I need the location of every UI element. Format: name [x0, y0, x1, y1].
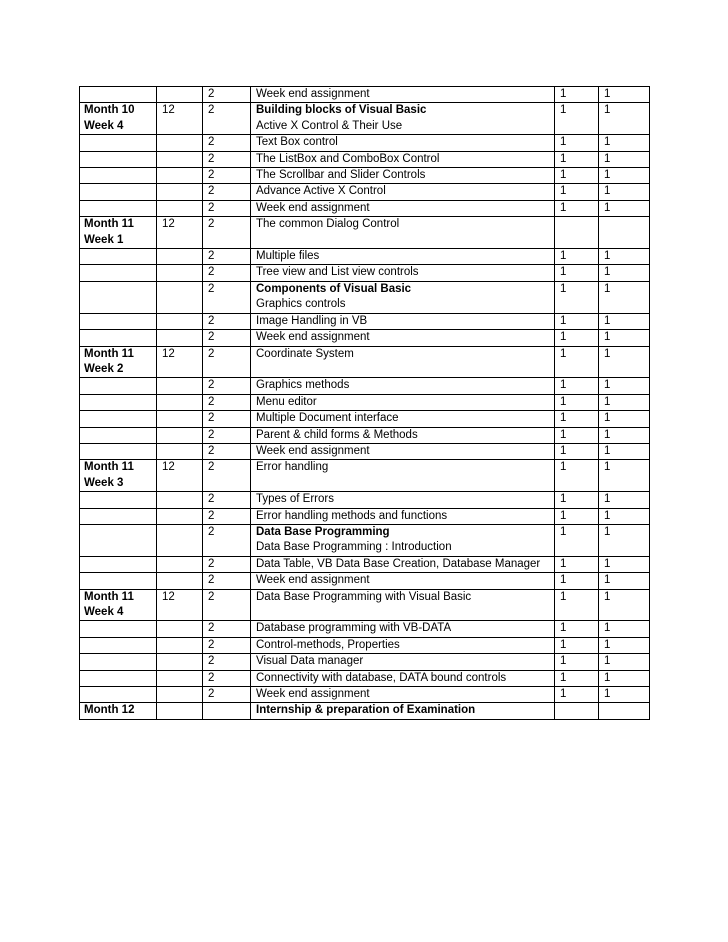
weekly-hours-cell: 12 — [157, 346, 203, 378]
topic-hours-cell: 2 — [203, 573, 251, 589]
weekly-hours-cell — [157, 378, 203, 394]
topic-hours-cell: 2 — [203, 87, 251, 103]
weekly-hours-cell: 12 — [157, 217, 203, 249]
topic-hours-cell: 2 — [203, 621, 251, 637]
topic-hours-cell: 2 — [203, 151, 251, 167]
topic-cell — [251, 411, 555, 427]
weekly-hours-cell — [157, 687, 203, 703]
topic-cell — [251, 573, 555, 589]
topic-cell — [251, 87, 555, 103]
theory-cell: 1 — [555, 184, 599, 200]
weekly-hours-cell: 12 — [157, 589, 203, 621]
theory-cell: 1 — [555, 265, 599, 281]
theory-cell: 1 — [555, 168, 599, 184]
weekly-hours-cell — [157, 573, 203, 589]
topic-cell — [251, 184, 555, 200]
topic-hours-cell: 2 — [203, 378, 251, 394]
practical-cell: 1 — [599, 492, 650, 508]
table-row — [80, 330, 650, 346]
theory-cell: 1 — [555, 394, 599, 410]
topic-cell — [251, 394, 555, 410]
table-row — [80, 637, 650, 653]
weekly-hours-cell — [157, 184, 203, 200]
weekly-hours-cell — [157, 135, 203, 151]
period-cell — [80, 524, 157, 556]
period-cell — [80, 573, 157, 589]
topic-cell — [251, 687, 555, 703]
topic-heading: Data Base Programming — [256, 525, 390, 538]
topic-hours-cell: 2 — [203, 460, 251, 492]
weekly-hours-cell — [157, 670, 203, 686]
period-cell — [80, 556, 157, 572]
topic-hours-cell: 2 — [203, 330, 251, 346]
topic-text: Visual Data manager — [256, 655, 364, 668]
topic-text: Image Handling in VB — [256, 314, 368, 327]
topic-text: Week end assignment — [256, 331, 370, 344]
theory-cell: 1 — [555, 443, 599, 459]
table-row — [80, 703, 650, 719]
practical-cell — [599, 703, 650, 719]
theory-cell: 1 — [555, 378, 599, 394]
practical-cell: 1 — [599, 184, 650, 200]
topic-cell — [251, 427, 555, 443]
topic-cell — [251, 492, 555, 508]
topic-cell — [251, 168, 555, 184]
topic-hours-cell: 2 — [203, 589, 251, 621]
practical-cell: 1 — [599, 524, 650, 556]
theory-cell: 1 — [555, 621, 599, 637]
table-row — [80, 556, 650, 572]
theory-cell: 1 — [555, 411, 599, 427]
theory-cell: 1 — [555, 670, 599, 686]
topic-cell — [251, 524, 555, 556]
theory-cell: 1 — [555, 313, 599, 329]
theory-cell: 1 — [555, 200, 599, 216]
period-cell — [80, 281, 157, 313]
theory-cell: 1 — [555, 573, 599, 589]
topic-cell — [251, 443, 555, 459]
topic-cell — [251, 654, 555, 670]
topic-hours-cell: 2 — [203, 200, 251, 216]
topic-text: Error handling methods and functions — [256, 509, 448, 522]
table-row — [80, 281, 650, 313]
topic-text: Control-methods, Properties — [256, 638, 400, 651]
theory-cell — [555, 217, 599, 249]
topic-cell — [251, 589, 555, 621]
table-row — [80, 687, 650, 703]
table-row — [80, 184, 650, 200]
topic-hours-cell: 2 — [203, 443, 251, 459]
topic-text: Types of Errors — [256, 493, 334, 506]
weekly-hours-cell — [157, 556, 203, 572]
weekly-hours-cell: 12 — [157, 460, 203, 492]
topic-hours-cell: 2 — [203, 670, 251, 686]
week-label: Week 4 — [84, 119, 124, 132]
topic-cell — [251, 330, 555, 346]
period-cell — [80, 460, 157, 492]
topic-hours-cell: 2 — [203, 556, 251, 572]
practical-cell: 1 — [599, 654, 650, 670]
practical-cell: 1 — [599, 573, 650, 589]
table-row — [80, 670, 650, 686]
topic-text: The common Dialog Control — [256, 218, 400, 231]
topic-cell — [251, 670, 555, 686]
table-row — [80, 654, 650, 670]
table-row — [80, 508, 650, 524]
topic-cell — [251, 556, 555, 572]
topic-text: The ListBox and ComboBox Control — [256, 152, 440, 165]
period-cell — [80, 87, 157, 103]
table-row — [80, 492, 650, 508]
practical-cell: 1 — [599, 103, 650, 135]
topic-hours-cell: 2 — [203, 265, 251, 281]
table-row — [80, 524, 650, 556]
topic-hours-cell: 2 — [203, 184, 251, 200]
period-cell — [80, 184, 157, 200]
theory-cell: 1 — [555, 281, 599, 313]
theory-cell: 1 — [555, 492, 599, 508]
weekly-hours-cell — [157, 330, 203, 346]
topic-hours-cell: 2 — [203, 394, 251, 410]
topic-text: Parent & child forms & Methods — [256, 428, 418, 441]
weekly-hours-cell — [157, 492, 203, 508]
practical-cell: 1 — [599, 460, 650, 492]
weekly-hours-cell — [157, 411, 203, 427]
table-row — [80, 346, 650, 378]
topic-text: Database programming with VB-DATA — [256, 622, 452, 635]
table-row — [80, 394, 650, 410]
period-cell — [80, 249, 157, 265]
practical-cell: 1 — [599, 313, 650, 329]
practical-cell: 1 — [599, 265, 650, 281]
topic-cell — [251, 378, 555, 394]
practical-cell: 1 — [599, 637, 650, 653]
topic-hours-cell: 2 — [203, 411, 251, 427]
topic-hours-cell: 2 — [203, 103, 251, 135]
period-cell — [80, 621, 157, 637]
topic-cell — [251, 346, 555, 378]
topic-hours-cell: 2 — [203, 217, 251, 249]
period-cell — [80, 670, 157, 686]
topic-cell — [251, 703, 555, 719]
topic-cell — [251, 637, 555, 653]
table-row — [80, 135, 650, 151]
period-cell — [80, 168, 157, 184]
topic-text: Multiple files — [256, 250, 320, 263]
topic-text: Week end assignment — [256, 88, 370, 100]
practical-cell: 1 — [599, 394, 650, 410]
topic-hours-cell: 2 — [203, 168, 251, 184]
period-cell — [80, 411, 157, 427]
period-cell — [80, 589, 157, 621]
topic-hours-cell: 2 — [203, 687, 251, 703]
practical-cell: 1 — [599, 346, 650, 378]
table-row — [80, 443, 650, 459]
schedule-body — [80, 87, 650, 720]
topic-cell — [251, 135, 555, 151]
period-cell — [80, 508, 157, 524]
topic-text: The Scrollbar and Slider Controls — [256, 169, 426, 182]
topic-hours-cell: 2 — [203, 281, 251, 313]
topic-hours-cell: 2 — [203, 654, 251, 670]
topic-text: Connectivity with database, DATA bound controls — [256, 671, 507, 684]
theory-cell: 1 — [555, 151, 599, 167]
theory-cell: 1 — [555, 427, 599, 443]
practical-cell: 1 — [599, 151, 650, 167]
theory-cell: 1 — [555, 524, 599, 556]
week-label: Week 3 — [84, 476, 124, 489]
topic-text: Multiple Document interface — [256, 412, 399, 425]
practical-cell: 1 — [599, 687, 650, 703]
practical-cell: 1 — [599, 281, 650, 313]
period-cell — [80, 394, 157, 410]
theory-cell: 1 — [555, 460, 599, 492]
practical-cell: 1 — [599, 411, 650, 427]
practical-cell: 1 — [599, 378, 650, 394]
topic-heading: Building blocks of Visual Basic — [256, 104, 427, 117]
period-cell — [80, 217, 157, 249]
practical-cell: 1 — [599, 443, 650, 459]
month-label: Month 11 — [84, 590, 134, 603]
theory-cell: 1 — [555, 330, 599, 346]
topic-cell — [251, 217, 555, 249]
table-row — [80, 151, 650, 167]
theory-cell: 1 — [555, 508, 599, 524]
theory-cell: 1 — [555, 637, 599, 653]
period-cell — [80, 346, 157, 378]
period-cell — [80, 103, 157, 135]
table-row — [80, 265, 650, 281]
topic-text: Advance Active X Control — [256, 185, 386, 198]
period-cell — [80, 151, 157, 167]
table-row — [80, 427, 650, 443]
period-cell — [80, 687, 157, 703]
period-cell — [80, 200, 157, 216]
period-cell — [80, 265, 157, 281]
topic-hours-cell — [203, 703, 251, 719]
period-cell — [80, 703, 157, 719]
practical-cell: 1 — [599, 427, 650, 443]
month-label: Month 11 — [84, 218, 134, 231]
table-row — [80, 103, 650, 135]
topic-subtext: Graphics controls — [256, 298, 346, 311]
practical-cell: 1 — [599, 589, 650, 621]
practical-cell: 1 — [599, 670, 650, 686]
weekly-hours-cell — [157, 443, 203, 459]
table-row — [80, 249, 650, 265]
theory-cell: 1 — [555, 589, 599, 621]
topic-text: Data Table, VB Data Base Creation, Database Manager — [256, 557, 541, 570]
topic-text: Menu editor — [256, 395, 317, 408]
practical-cell: 1 — [599, 330, 650, 346]
table-row — [80, 589, 650, 621]
topic-hours-cell: 2 — [203, 346, 251, 378]
topic-subtext: Active X Control & Their Use — [256, 119, 403, 132]
topic-cell — [251, 151, 555, 167]
table-row — [80, 168, 650, 184]
period-cell — [80, 654, 157, 670]
topic-text: Data Base Programming with Visual Basic — [256, 590, 472, 603]
weekly-hours-cell — [157, 168, 203, 184]
period-cell — [80, 492, 157, 508]
topic-cell — [251, 200, 555, 216]
topic-text: Error handling — [256, 461, 329, 474]
topic-hours-cell: 2 — [203, 524, 251, 556]
topic-cell — [251, 249, 555, 265]
topic-heading: Components of Visual Basic — [256, 282, 412, 295]
topic-text: Week end assignment — [256, 444, 370, 457]
topic-cell — [251, 621, 555, 637]
topic-hours-cell: 2 — [203, 135, 251, 151]
practical-cell: 1 — [599, 87, 650, 103]
weekly-hours-cell: 12 — [157, 103, 203, 135]
weekly-hours-cell — [157, 200, 203, 216]
practical-cell: 1 — [599, 135, 650, 151]
week-label: Week 2 — [84, 362, 124, 375]
topic-cell — [251, 508, 555, 524]
weekly-hours-cell — [157, 654, 203, 670]
period-cell — [80, 443, 157, 459]
weekly-hours-cell — [157, 151, 203, 167]
month-label: Month 12 — [84, 704, 135, 717]
period-cell — [80, 427, 157, 443]
topic-hours-cell: 2 — [203, 249, 251, 265]
topic-cell — [251, 265, 555, 281]
period-cell — [80, 330, 157, 346]
month-label: Month 10 — [84, 104, 135, 117]
table-row — [80, 217, 650, 249]
topic-cell — [251, 103, 555, 135]
schedule-table — [79, 86, 650, 720]
period-cell — [80, 378, 157, 394]
table-row — [80, 573, 650, 589]
month-label: Month 11 — [84, 461, 134, 474]
weekly-hours-cell — [157, 313, 203, 329]
weekly-hours-cell — [157, 524, 203, 556]
weekly-hours-cell — [157, 621, 203, 637]
month-label: Month 11 — [84, 347, 134, 360]
weekly-hours-cell — [157, 703, 203, 719]
weekly-hours-cell — [157, 637, 203, 653]
weekly-hours-cell — [157, 249, 203, 265]
period-cell — [80, 313, 157, 329]
topic-text: Text Box control — [256, 136, 338, 149]
week-label: Week 4 — [84, 606, 124, 618]
practical-cell — [599, 217, 650, 249]
topic-hours-cell: 2 — [203, 492, 251, 508]
topic-cell — [251, 460, 555, 492]
week-label: Week 1 — [84, 233, 124, 246]
topic-hours-cell: 2 — [203, 508, 251, 524]
weekly-hours-cell — [157, 427, 203, 443]
table-row — [80, 313, 650, 329]
theory-cell: 1 — [555, 135, 599, 151]
table-row — [80, 411, 650, 427]
topic-cell — [251, 313, 555, 329]
topic-text: Coordinate System — [256, 347, 354, 360]
topic-heading: Internship & preparation of Examination — [256, 704, 476, 717]
theory-cell: 1 — [555, 654, 599, 670]
table-row — [80, 200, 650, 216]
table-row — [80, 621, 650, 637]
practical-cell: 1 — [599, 200, 650, 216]
theory-cell: 1 — [555, 556, 599, 572]
theory-cell: 1 — [555, 249, 599, 265]
theory-cell — [555, 703, 599, 719]
theory-cell: 1 — [555, 87, 599, 103]
topic-hours-cell: 2 — [203, 427, 251, 443]
weekly-hours-cell — [157, 87, 203, 103]
weekly-hours-cell — [157, 265, 203, 281]
weekly-hours-cell — [157, 508, 203, 524]
topic-hours-cell: 2 — [203, 637, 251, 653]
period-cell — [80, 637, 157, 653]
practical-cell: 1 — [599, 168, 650, 184]
table-row — [80, 460, 650, 492]
table-row — [80, 87, 650, 103]
table-row — [80, 378, 650, 394]
practical-cell: 1 — [599, 508, 650, 524]
topic-text: Tree view and List view controls — [256, 266, 419, 279]
practical-cell: 1 — [599, 621, 650, 637]
period-cell — [80, 135, 157, 151]
weekly-hours-cell — [157, 281, 203, 313]
theory-cell: 1 — [555, 103, 599, 135]
topic-cell — [251, 281, 555, 313]
topic-text: Week end assignment — [256, 201, 370, 214]
practical-cell: 1 — [599, 556, 650, 572]
topic-text: Week end assignment — [256, 574, 370, 587]
theory-cell: 1 — [555, 346, 599, 378]
weekly-hours-cell — [157, 394, 203, 410]
topic-subtext: Data Base Programming : Introduction — [256, 541, 452, 554]
theory-cell: 1 — [555, 687, 599, 703]
topic-hours-cell: 2 — [203, 313, 251, 329]
practical-cell: 1 — [599, 249, 650, 265]
topic-text: Week end assignment — [256, 688, 370, 701]
topic-text: Graphics methods — [256, 379, 350, 392]
